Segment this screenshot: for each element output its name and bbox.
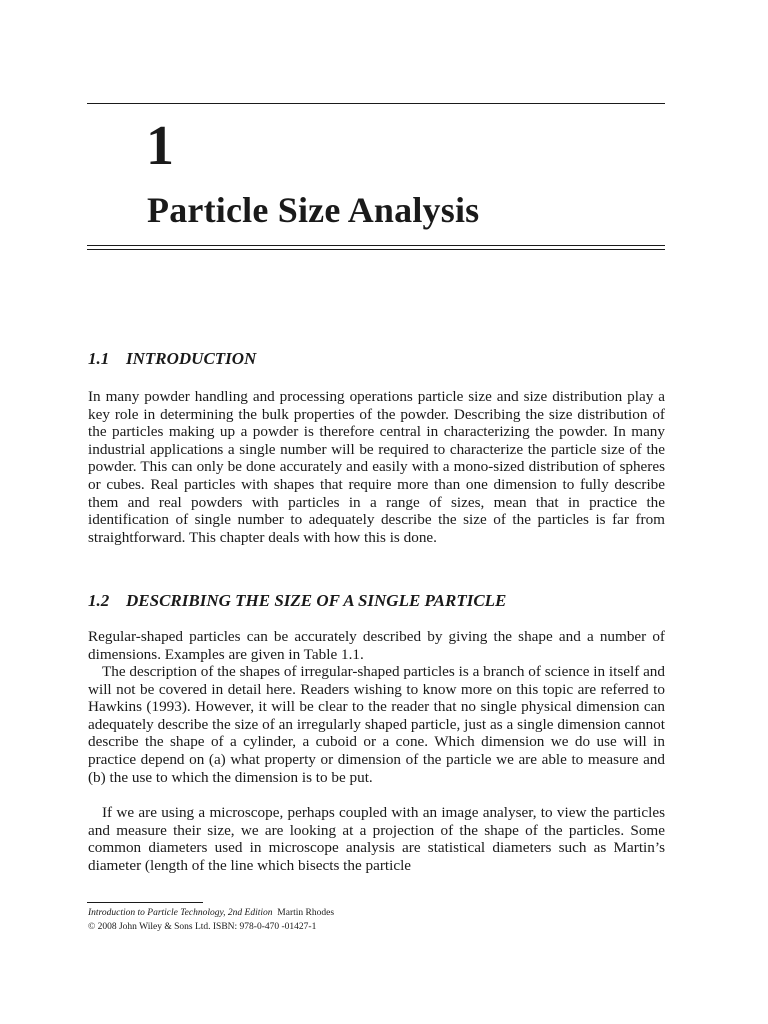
title-double-rule	[87, 245, 665, 250]
section-title: DESCRIBING THE SIZE OF A SINGLE PARTICLE	[126, 591, 507, 610]
section-number: 1.2	[88, 591, 110, 610]
footnote-copyright: © 2008 John Wiley & Sons Ltd. ISBN: 978-0-470 -01427-1	[88, 922, 317, 932]
top-rule	[87, 103, 665, 104]
paragraph: If we are using a microscope, perhaps coupled with an image analyser, to view the particles and measure their size, we are looking at a projection of the shape of the particles. Some common diameters used in microscope analysis are statistical diameters such as Martin’s diameter (length of the line which bisects the particle	[88, 804, 665, 874]
footnote-rule	[87, 902, 203, 903]
footnote-book-line	[88, 907, 334, 919]
section-title: INTRODUCTION	[126, 349, 257, 368]
footnote-book-title: Introduction to Particle Technology, 2nd Edition	[88, 908, 273, 918]
chapter-number: 1	[146, 115, 174, 177]
chapter-title: Particle Size Analysis	[147, 190, 480, 230]
paragraph: Regular-shaped particles can be accurately described by giving the shape and a number of dimensions. Examples are given in Table 1.1.	[88, 628, 665, 663]
footnote-author: Martin Rhodes	[277, 908, 335, 918]
section-heading-describing-size	[88, 591, 506, 611]
section-heading-introduction	[88, 349, 256, 369]
paragraph: In many powder handling and processing operations particle size and size distribution play a key role in determining the bulk properties of the powder. Describing the size distribution of the particles making up a powder is therefore central in characterizing the powder. In many industrial applications a single number will be required to characterize the particle size of the powder. This can only be done accurately and easily with a mono-sized distribution of spheres or cubes. Real particles with shapes that require more than one dimension to fully describe them and real powders with particles in a range of sizes, mean that in practice the identification of single number to adequately describe the size of the particles is far from straightforward. This chapter deals with how this is done.	[88, 388, 665, 546]
section-number: 1.1	[88, 349, 110, 368]
paragraph: The description of the shapes of irregular-shaped particles is a branch of science in itself and will not be covered in detail here. Readers wishing to know more on this topic are referred to Hawkins (1993). However, it will be clear to the reader that no single physical dimension can adequately describe the size of an irregularly shaped particle, just as a single dimension cannot describe the shape of a cylinder, a cuboid or a cone. Which dimension we do use will in practice depend on (a) what property or dimension of the particle we are able to measure and (b) the use to which the dimension is to be put.	[88, 663, 665, 786]
